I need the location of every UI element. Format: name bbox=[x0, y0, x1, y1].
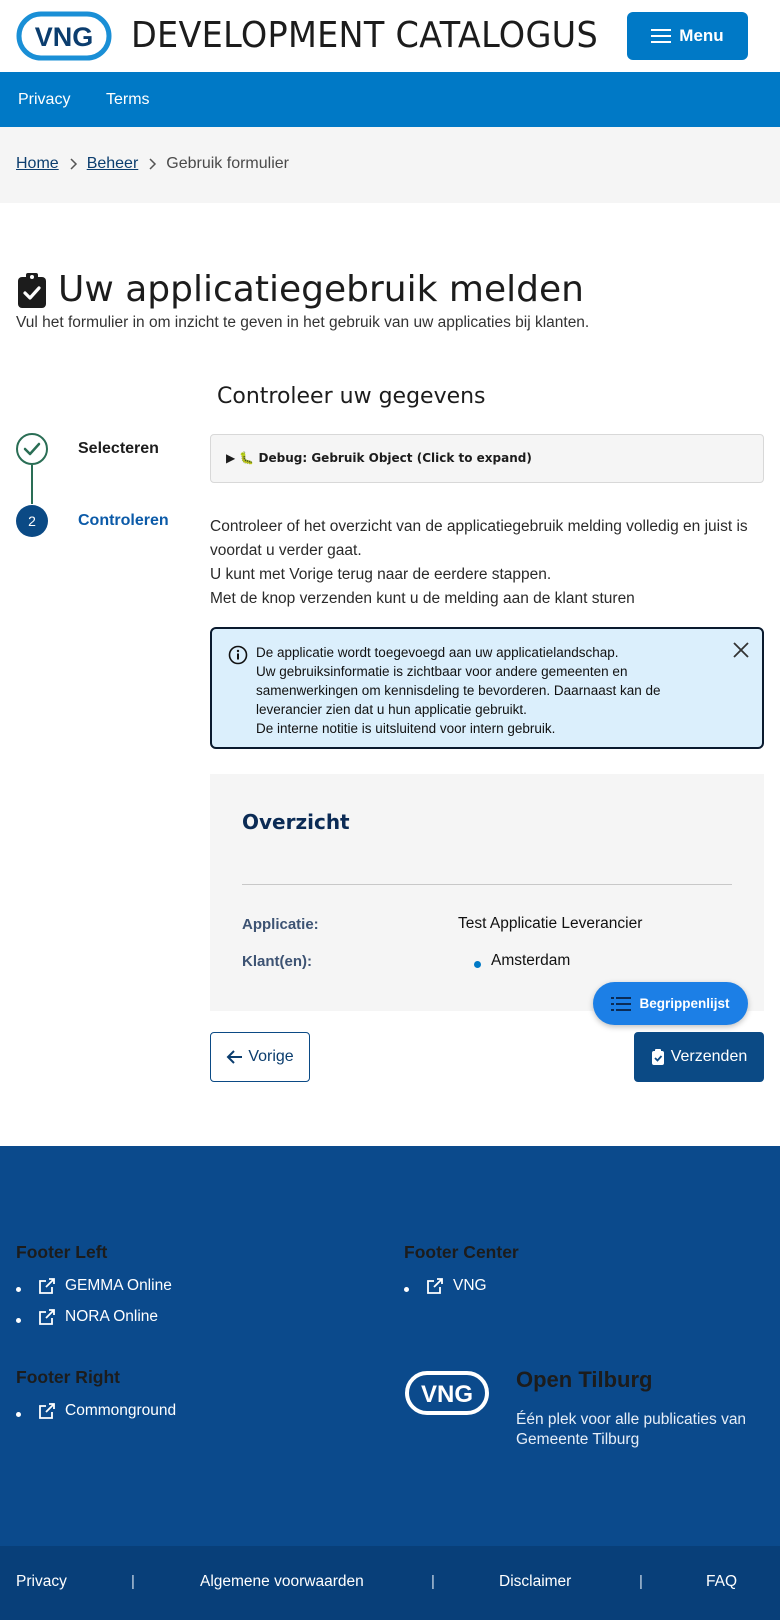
step-number: 2 bbox=[16, 505, 48, 537]
chevron-right-icon bbox=[143, 155, 161, 173]
logo-text: VNG bbox=[34, 22, 94, 52]
step-label: Selecteren bbox=[78, 440, 159, 457]
breadcrumb-bar bbox=[0, 127, 780, 203]
step-label: Controleren bbox=[78, 512, 169, 529]
bottom-link-terms[interactable]: Algemene voorwaarden bbox=[200, 1573, 364, 1590]
info-icon bbox=[228, 645, 248, 665]
footer-link-label: VNG bbox=[453, 1277, 487, 1294]
clipboard-check-icon bbox=[651, 1048, 665, 1066]
application-label: Applicatie: bbox=[242, 916, 319, 933]
bottom-bar bbox=[0, 1546, 780, 1620]
checkmark-icon bbox=[23, 442, 41, 456]
footer-link-label: GEMMA Online bbox=[65, 1277, 172, 1294]
chevron-right-icon bbox=[64, 155, 82, 173]
hamburger-icon bbox=[651, 28, 671, 44]
bottom-separator: | bbox=[131, 1573, 135, 1590]
nav-link-privacy[interactable]: Privacy bbox=[18, 91, 71, 108]
step-controleren[interactable] bbox=[16, 505, 186, 537]
intro-line: Met de knop verzenden kunt u de melding aan de klant sturen bbox=[210, 590, 635, 607]
footer-left-heading: Footer Left bbox=[16, 1242, 108, 1262]
site-title[interactable]: DEVELOPMENT CATALOGUS bbox=[131, 15, 598, 56]
clients-label: Klant(en): bbox=[242, 953, 312, 970]
footer-brand-title: Open Tilburg bbox=[516, 1367, 653, 1392]
top-header bbox=[0, 0, 780, 72]
clipboard-check-icon bbox=[16, 271, 48, 309]
page-title-row bbox=[16, 268, 584, 312]
list-bullet bbox=[474, 961, 481, 968]
list-bullet bbox=[16, 1318, 21, 1323]
menu-button[interactable] bbox=[627, 12, 748, 60]
footer-link-commonground[interactable] bbox=[16, 1401, 176, 1421]
application-value: Test Applicatie Leverancier bbox=[458, 915, 643, 932]
footer-link-label: Commonground bbox=[65, 1402, 177, 1419]
footer-brand-subtitle: Één plek voor alle publicaties van Gemeente Tilburg bbox=[516, 1411, 747, 1448]
page-subtitle: Vul het formulier in om inzicht te geven in het gebruik van uw applicaties bij klanten. bbox=[16, 314, 590, 331]
footer-link-vng[interactable] bbox=[404, 1276, 487, 1296]
glossary-label: Begrippenlijst bbox=[639, 996, 730, 1011]
arrow-left-icon bbox=[226, 1049, 244, 1065]
footer-vng-logo[interactable] bbox=[404, 1370, 490, 1416]
footer-link-gemma[interactable] bbox=[16, 1276, 172, 1296]
footer-center-heading: Footer Center bbox=[404, 1242, 519, 1262]
info-alert bbox=[210, 627, 764, 749]
list-bullet bbox=[404, 1287, 409, 1292]
overview-card bbox=[210, 774, 764, 1011]
intro-text bbox=[210, 515, 764, 611]
alert-line: De applicatie wordt toegevoegd aan uw applicatielandschap. bbox=[256, 645, 619, 660]
external-link-icon bbox=[37, 1307, 57, 1327]
step-selecteren[interactable] bbox=[16, 433, 186, 465]
bottom-separator: | bbox=[431, 1573, 435, 1590]
bottom-separator: | bbox=[639, 1573, 643, 1590]
overview-divider bbox=[242, 884, 732, 885]
bottom-link-faq[interactable]: FAQ bbox=[706, 1573, 738, 1590]
external-link-icon bbox=[37, 1276, 57, 1296]
footer-logo-text: VNG bbox=[420, 1381, 474, 1408]
list-icon bbox=[611, 996, 631, 1012]
close-icon[interactable] bbox=[732, 641, 750, 659]
footer-right-heading: Footer Right bbox=[16, 1367, 121, 1387]
section-title: Controleer uw gegevens bbox=[217, 384, 486, 409]
list-bullet bbox=[16, 1287, 21, 1292]
footer-link-nora[interactable] bbox=[16, 1307, 158, 1327]
client-item: Amsterdam bbox=[491, 952, 571, 969]
alert-line: De interne notitie is uitsluitend voor intern gebruik. bbox=[256, 721, 556, 736]
nav-link-terms[interactable]: Terms bbox=[106, 91, 150, 108]
step-done-marker bbox=[16, 433, 48, 465]
breadcrumb-current: Gebruik formulier bbox=[166, 155, 289, 172]
previous-button[interactable] bbox=[210, 1032, 310, 1082]
previous-label: Vorige bbox=[248, 1048, 294, 1065]
intro-line: U kunt met Vorige terug naar de eerdere stappen. bbox=[210, 566, 552, 583]
breadcrumb-home[interactable]: Home bbox=[16, 155, 59, 172]
footer-link-label: NORA Online bbox=[65, 1308, 159, 1325]
vng-logo[interactable] bbox=[16, 11, 112, 61]
page-title: Uw applicatiegebruik melden bbox=[58, 269, 584, 310]
glossary-button[interactable] bbox=[593, 982, 748, 1025]
overview-title: Overzicht bbox=[242, 810, 350, 834]
external-link-icon bbox=[425, 1276, 445, 1296]
send-button[interactable] bbox=[634, 1032, 764, 1082]
bottom-link-disclaimer[interactable]: Disclaimer bbox=[499, 1573, 572, 1590]
debug-toggle[interactable]: ▶ 🐛 Debug: Gebruik Object (Click to expand) bbox=[210, 434, 764, 483]
step-connector bbox=[31, 465, 33, 504]
external-link-icon bbox=[37, 1401, 57, 1421]
bottom-link-privacy[interactable]: Privacy bbox=[16, 1573, 67, 1590]
alert-line: Uw gebruiksinformatie is zichtbaar voor andere gemeenten en samenwerkingen om kennisdeling te bevorderen. Daarnaast kan de leverancier zien dat u hun applicatie gebruikt. bbox=[256, 664, 661, 717]
breadcrumb bbox=[16, 155, 289, 173]
list-bullet bbox=[16, 1412, 21, 1417]
footer bbox=[0, 1146, 780, 1546]
main-nav bbox=[0, 72, 780, 127]
menu-label: Menu bbox=[679, 26, 724, 45]
intro-line: Controleer of het overzicht van de applicatiegebruik melding volledig en juist is voordat u verder gaat. bbox=[210, 518, 748, 559]
send-label: Verzenden bbox=[670, 1048, 748, 1065]
breadcrumb-beheer[interactable]: Beheer bbox=[86, 155, 139, 172]
